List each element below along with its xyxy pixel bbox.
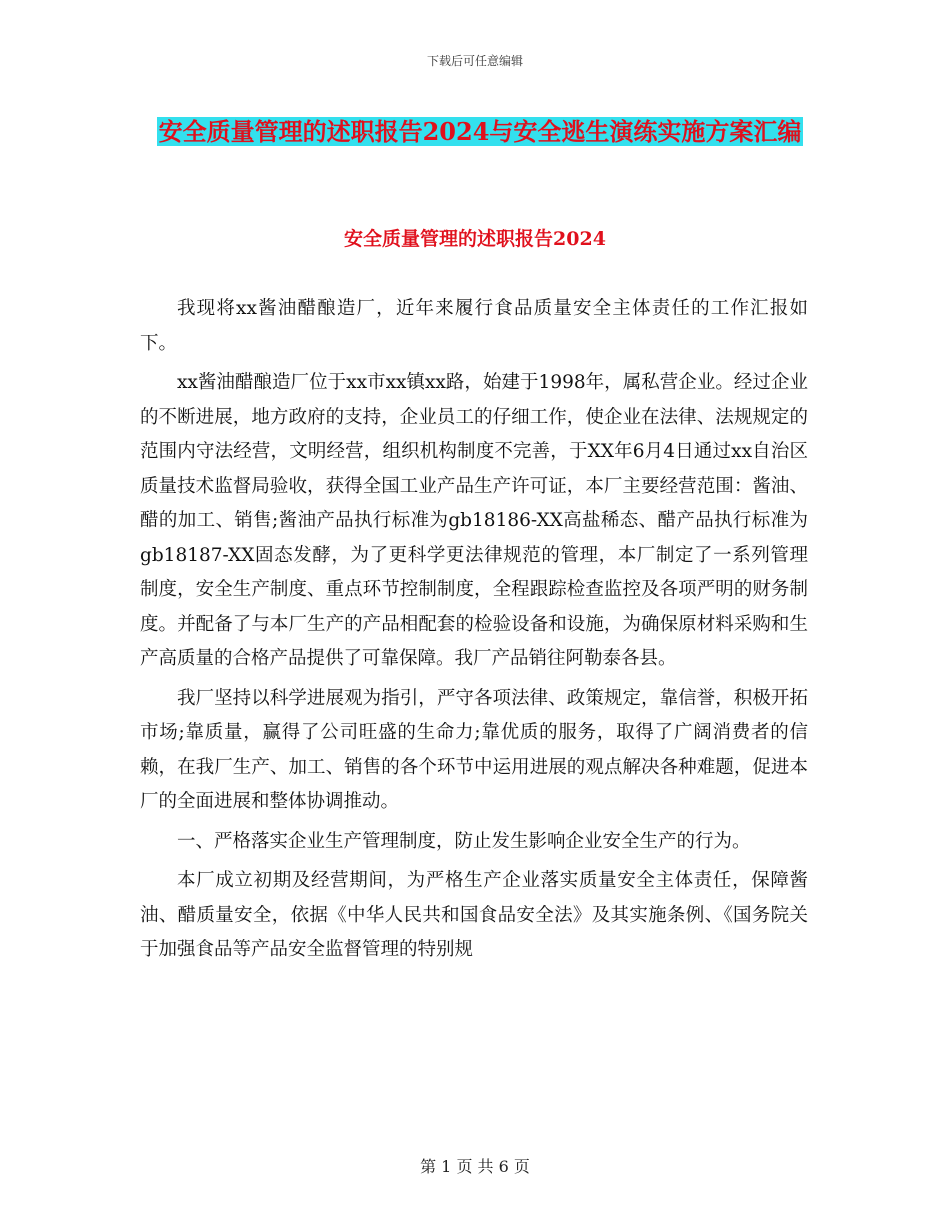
paragraph: 我厂坚持以科学进展观为指引，严守各项法律、政策规定，靠信誉，积极开拓市场;靠质量，赢得了公司旺盛的生命力;靠优质的服务，取得了广阔消费者的信赖，在我厂生产、加工、销售的各个环节中运用进展的观点解决各种难题，促进本厂的全面进展和整体协调推动。 bbox=[140, 687, 808, 812]
paragraph: xx酱油醋酿造厂位于xx市xx镇xx路，始建于1998年，属私营企业。经过企业的不断进展，地方政府的支持，企业员工的仔细工作，使企业在法律、法规规定的范围内守法经营，文明经营，组织机构制度不完善，于XX年6月4日通过xx自治区质量技术监督局验收，获得全国工业产品生产许可证，本厂主要经营范围：酱油、醋的加工、销售;酱油产品执行标准为gb18186-XX高盐稀态、醋产品执行标准为gb18187-XX固态发酵，为了更科学更法律规范的管理，本厂制定了一系列管理制度，安全生产制度、重点环节控制制度，全程跟踪检查监控及各项严明的财务制度。并配备了与本厂生产的产品相配套的检验设备和设施，为确保原材料采购和生产高质量的合格产品提供了可靠保障。我厂产品销往阿勒泰各县。 bbox=[140, 372, 808, 669]
document-body bbox=[140, 292, 808, 973]
paragraph: 一、严格落实企业生产管理制度，防止发生影响企业安全生产的行为。 bbox=[177, 830, 751, 852]
page-footer: 第 1 页 共 6 页 bbox=[420, 1157, 530, 1176]
page-header: 下载后可任意编辑 bbox=[426, 54, 523, 68]
paragraph: 我现将xx酱油醋酿造厂，近年来履行食品质量安全主体责任的工作汇报如下。 bbox=[140, 298, 808, 354]
document-title bbox=[140, 112, 820, 152]
document-title-text: 安全质量管理的述职报告2024与安全逃生演练实施方案汇编 bbox=[158, 117, 802, 146]
paragraph: 本厂成立初期及经营期间，为严格生产企业落实质量安全主体责任，保障酱油、醋质量安全，依据《中华人民共和国食品安全法》及其实施条例、《国务院关于加强食品等产品安全监督管理的特别规 bbox=[140, 870, 808, 960]
section-title: 安全质量管理的述职报告2024 bbox=[344, 228, 606, 250]
